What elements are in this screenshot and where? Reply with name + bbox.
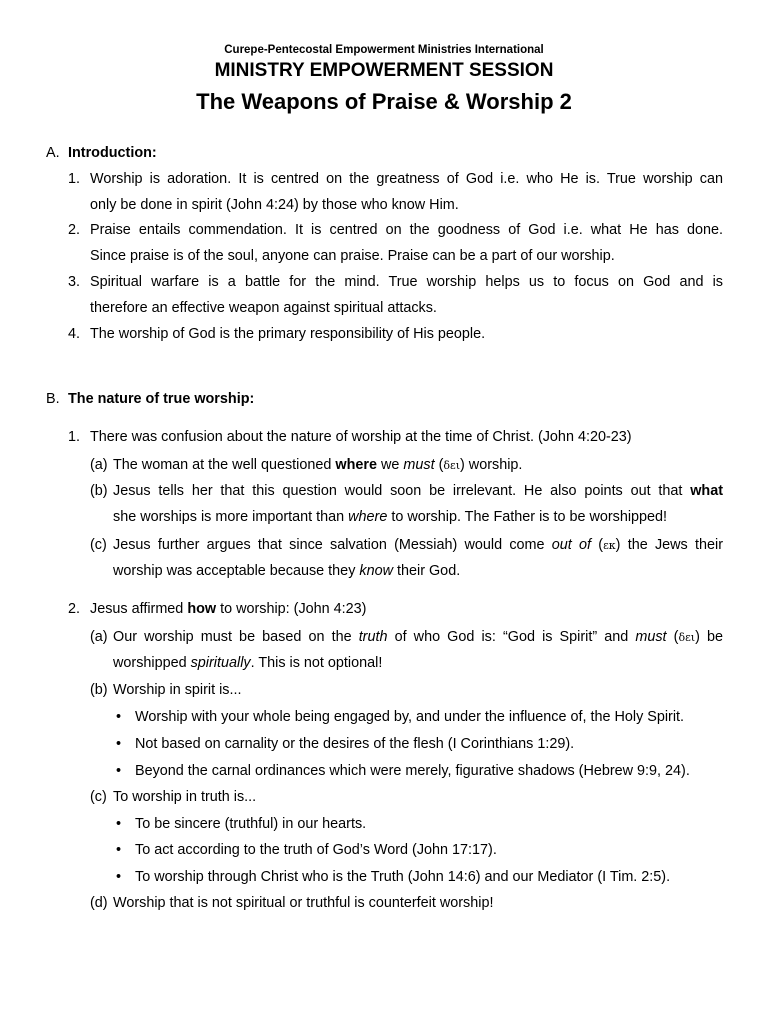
item-2a-line2: worshipped spiritually. This is not optional! bbox=[113, 655, 383, 671]
item-2d-label: (d) bbox=[90, 895, 108, 911]
item-2c-label: (c) bbox=[90, 789, 107, 805]
item-1a-label: (a) bbox=[90, 457, 108, 473]
item-2b-label: (b) bbox=[90, 682, 108, 698]
item-2a-line1: Our worship must be based on the truth of who God is: “God is Spirit” and must (δει) be bbox=[113, 629, 723, 645]
item-2b-text: Worship in spirit is... bbox=[113, 682, 242, 698]
intro-item-1-number: 1. bbox=[68, 171, 81, 187]
nature-item-2-number: 2. bbox=[68, 601, 81, 617]
organization-name: Curepe-Pentecostal Empowerment Ministries International bbox=[224, 44, 544, 56]
intro-item-2-line2: Since praise is of the soul, anyone can praise. Praise can be a part of our worship. bbox=[90, 248, 615, 264]
bullet-icon: • bbox=[116, 709, 122, 725]
greek-ek: εκ bbox=[603, 539, 616, 552]
item-2c-text: To worship in truth is... bbox=[113, 789, 257, 805]
nature-item-1-number: 1. bbox=[68, 429, 81, 445]
item-1b-line1: Jesus tells her that this question would soon be irrelevant. He also points out that what bbox=[113, 483, 723, 499]
intro-item-2-number: 2. bbox=[68, 222, 81, 238]
bullet-icon: • bbox=[116, 763, 122, 779]
intro-item-2-line1: Praise entails commendation. It is centred on the goodness of God i.e. what He has done. bbox=[90, 222, 723, 238]
document-title: The Weapons of Praise & Worship 2 bbox=[196, 89, 572, 114]
item-2d-text: Worship that is not spiritual or truthful is counterfeit worship! bbox=[113, 895, 494, 911]
section-b-marker: B. bbox=[46, 391, 60, 407]
item-2a-label: (a) bbox=[90, 629, 108, 645]
spirit-bullet-1: Worship with your whole being engaged by, and under the influence of, the Holy Spirit. bbox=[135, 709, 685, 725]
item-1b-label: (b) bbox=[90, 483, 108, 499]
nature-item-1-text: There was confusion about the nature of worship at the time of Christ. (John 4:20-23) bbox=[90, 429, 632, 445]
intro-item-4-number: 4. bbox=[68, 326, 81, 342]
spirit-bullet-3: Beyond the carnal ordinances which were merely, figurative shadows (Hebrew 9:9, 24). bbox=[135, 763, 690, 779]
greek-dei: δει bbox=[443, 459, 461, 472]
intro-item-3-line2: therefore an effective weapon against spiritual attacks. bbox=[90, 300, 437, 316]
bullet-icon: • bbox=[116, 816, 122, 832]
intro-item-3-number: 3. bbox=[68, 274, 81, 290]
intro-item-4-line1: The worship of God is the primary responsibility of His people. bbox=[90, 326, 486, 342]
bullet-icon: • bbox=[116, 869, 122, 885]
item-1c-line2: worship was acceptable because they know their God. bbox=[113, 563, 461, 579]
intro-item-3-line1: Spiritual warfare is a battle for the mind. True worship helps us to focus on God and is bbox=[90, 274, 723, 290]
item-1b-line2: she worships is more important than where to worship. The Father is to be worshipped! bbox=[113, 509, 668, 525]
session-title: MINISTRY EMPOWERMENT SESSION bbox=[214, 60, 554, 81]
intro-item-1-line2: only be done in spirit (John 4:24) by those who know Him. bbox=[90, 197, 459, 213]
bullet-icon: • bbox=[116, 842, 122, 858]
intro-item-1-line1: Worship is adoration. It is centred on the greatness of God i.e. who He is. True worship can bbox=[90, 171, 723, 187]
truth-bullet-3: To worship through Christ who is the Truth (John 14:6) and our Mediator (I Tim. 2:5). bbox=[135, 869, 671, 885]
bullet-icon: • bbox=[116, 736, 122, 752]
truth-bullet-1: To be sincere (truthful) in our hearts. bbox=[135, 816, 367, 832]
item-1c-label: (c) bbox=[90, 537, 107, 553]
nature-item-2-text: Jesus affirmed how to worship: (John 4:23) bbox=[90, 601, 367, 617]
section-b-heading: The nature of true worship: bbox=[68, 391, 255, 407]
truth-bullet-2: To act according to the truth of God’s Word (John 17:17). bbox=[135, 842, 497, 858]
section-a-heading: Introduction: bbox=[68, 145, 157, 161]
greek-dei-2: δει bbox=[678, 631, 696, 644]
item-1c-line1: Jesus further argues that since salvation (Messiah) would come out of (εκ) the Jews their bbox=[113, 537, 723, 553]
section-a-marker: A. bbox=[46, 145, 60, 161]
spirit-bullet-2: Not based on carnality or the desires of the flesh (I Corinthians 1:29). bbox=[135, 736, 575, 752]
item-1a-text: The woman at the well questioned where we must (δει) worship. bbox=[113, 457, 523, 473]
